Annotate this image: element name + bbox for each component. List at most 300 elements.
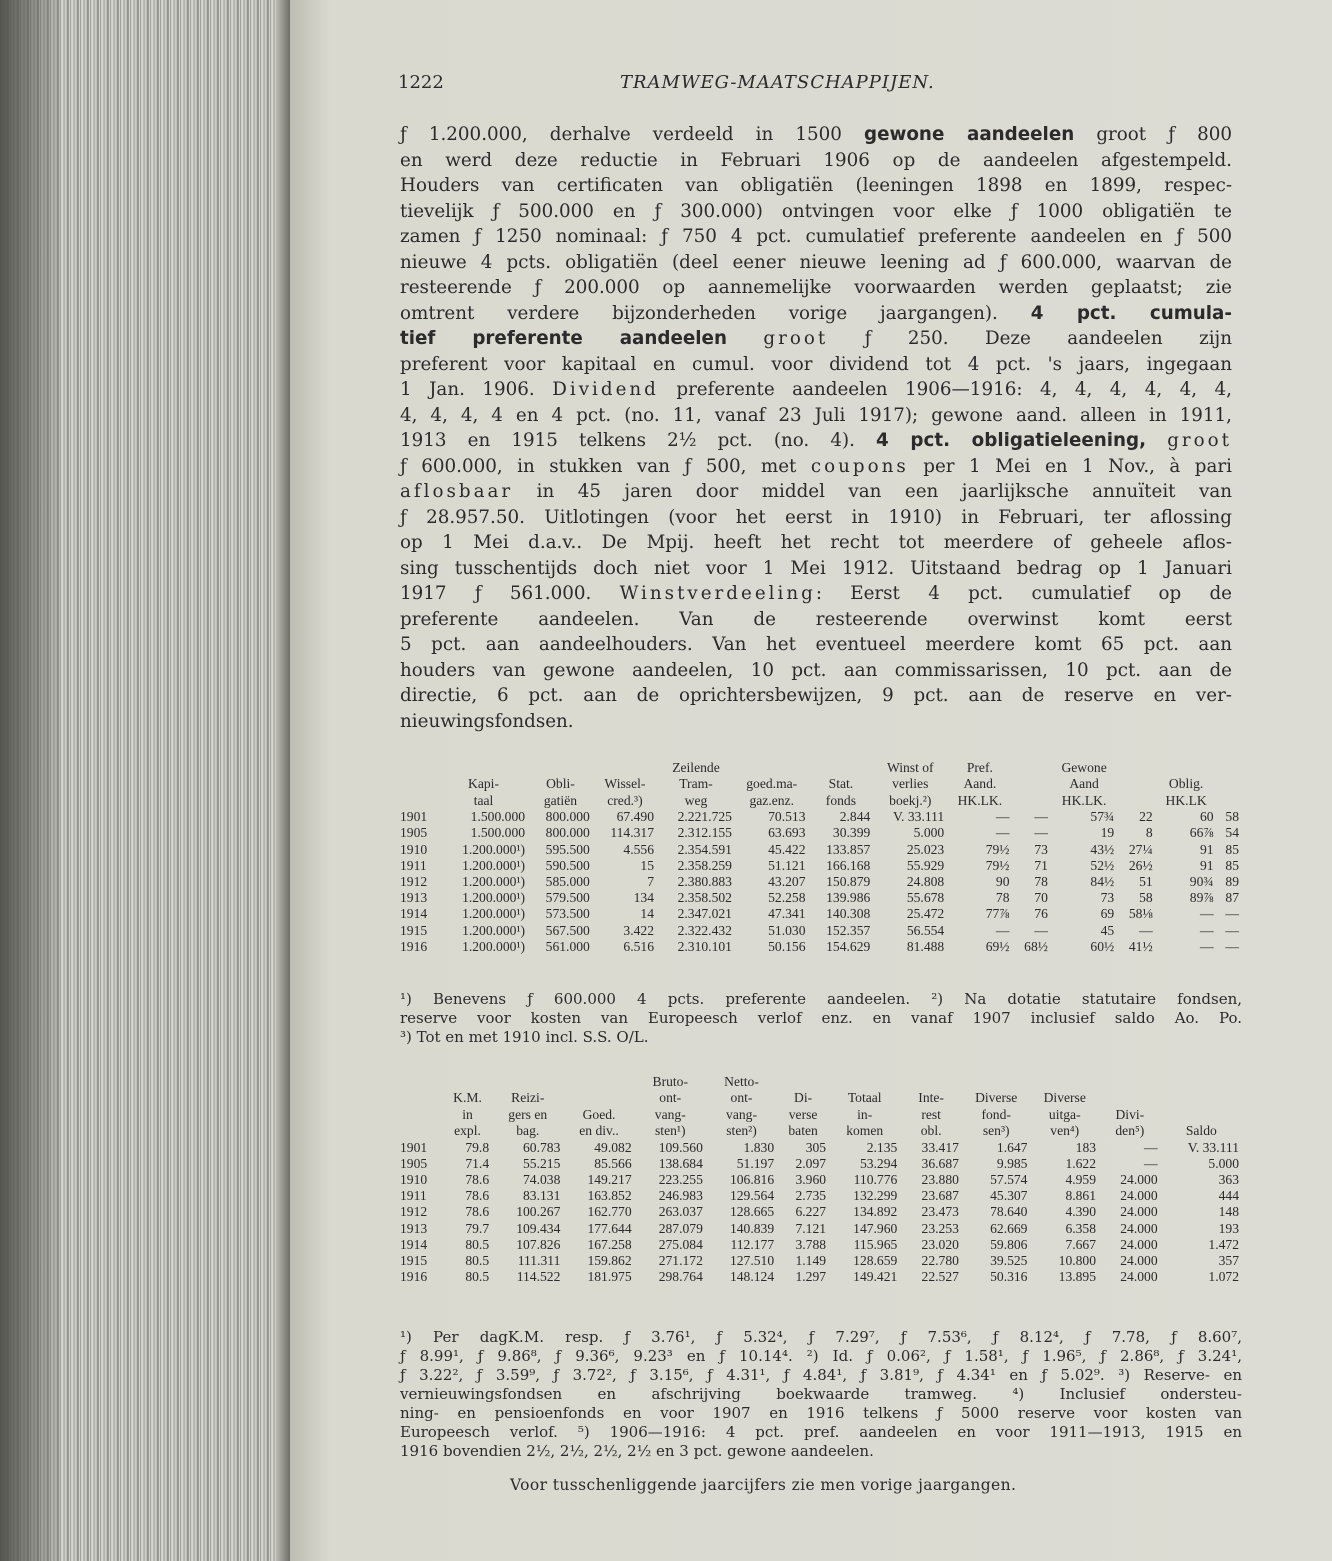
table-cell: 23.880 xyxy=(921,1172,959,1188)
year-cell: 1912 xyxy=(400,1204,428,1220)
table-cell: 6.516 xyxy=(623,938,654,954)
table-cell: 62.669 xyxy=(990,1220,1028,1236)
table-cell: 149.421 xyxy=(853,1269,898,1285)
table-cell: 89⅞ xyxy=(1189,890,1214,906)
table-cell: — xyxy=(1139,922,1153,938)
page-title: TRAMWEG-MAATSCHAPPIJEN. xyxy=(620,72,935,93)
table-cell: 128.659 xyxy=(853,1253,898,1269)
table-cell: 60.783 xyxy=(522,1139,561,1155)
table-row xyxy=(400,923,1242,939)
table-cell: 24.808 xyxy=(906,874,945,890)
balance-table xyxy=(400,760,1242,955)
page-number: 1222 xyxy=(398,72,444,93)
table-cell: 24.000 xyxy=(1120,1236,1158,1252)
table-cell: 1.200.000¹) xyxy=(462,922,526,938)
table-cell: 150.879 xyxy=(826,874,871,890)
column-header: Pref. Aand. HK.LK. xyxy=(957,760,1003,808)
table-cell: 110.776 xyxy=(853,1172,898,1188)
table-cell: 138.684 xyxy=(658,1155,703,1171)
table-cell: 139.986 xyxy=(826,890,871,906)
table-cell: 71.4 xyxy=(465,1155,490,1171)
table-row xyxy=(400,1204,1242,1220)
table-cell: — xyxy=(1199,922,1214,938)
table-cell: 63.693 xyxy=(768,825,806,841)
table-cell: 58⅛ xyxy=(1128,906,1153,922)
table-cell: 81.488 xyxy=(906,938,945,954)
table-cell: 79½ xyxy=(985,857,1010,873)
table-cell: 2.380.883 xyxy=(677,874,732,890)
table-cell: 56.554 xyxy=(906,922,945,938)
table-cell: 43.207 xyxy=(768,874,806,890)
table-cell: 45.422 xyxy=(768,841,806,857)
body-text xyxy=(400,122,1232,734)
table-cell: 52½ xyxy=(1090,857,1115,873)
table-cell: 22.780 xyxy=(921,1253,959,1269)
column-header: Netto- ont- vang- sten²) xyxy=(724,1074,759,1139)
table-cell: 2.844 xyxy=(839,809,871,825)
table-cell: 111.311 xyxy=(517,1253,561,1269)
table-cell: 106.816 xyxy=(729,1172,775,1188)
table-cell: 271.172 xyxy=(658,1253,703,1269)
table-cell: 45 xyxy=(1100,922,1115,938)
table-row xyxy=(400,842,1242,858)
text-line: omtrent verdere bijzonderheden vorige jaargangen). 4 pct. cumula- xyxy=(400,302,1232,324)
table-cell: 78.6 xyxy=(465,1204,490,1220)
table-cell: 1.500.000 xyxy=(470,809,526,825)
table-cell: 181.975 xyxy=(587,1269,632,1285)
table-cell: 90 xyxy=(995,874,1010,890)
text-line: sing tusschentijds doch niet voor 1 Mei 1912. Uitstaand bedrag op 1 Januari xyxy=(400,557,1232,579)
table-cell: — xyxy=(995,922,1010,938)
table-row xyxy=(400,1188,1242,1204)
table-cell: 67.490 xyxy=(616,809,654,825)
table-cell: 87 xyxy=(1225,890,1239,906)
table-cell: 263.037 xyxy=(658,1204,703,1220)
table-cell: 595.500 xyxy=(545,841,590,857)
table-cell: 51.197 xyxy=(736,1155,775,1171)
table-cell: 159.862 xyxy=(587,1253,632,1269)
table-cell: 1.647 xyxy=(996,1139,1028,1155)
table-cell: 2.735 xyxy=(795,1188,827,1204)
table-cell: 1.200.000¹) xyxy=(462,874,526,890)
table-cell: — xyxy=(1034,809,1048,825)
table-row xyxy=(400,1156,1242,1172)
text-line: ¹) Benevens ƒ 600.000 4 pcts. preferente aandeelen. ²) Na dotatie statutaire fondsen, xyxy=(400,990,1242,1008)
table-cell: 163.852 xyxy=(587,1188,632,1204)
year-cell: 1905 xyxy=(400,825,428,841)
table-cell: 24.000 xyxy=(1120,1172,1158,1188)
table-cell: 33.417 xyxy=(921,1139,959,1155)
table-cell: 5.000 xyxy=(1208,1155,1239,1171)
table-cell: 1.072 xyxy=(1208,1269,1239,1285)
table-cell: 444 xyxy=(1218,1188,1239,1204)
column-header: Divi- den⁵) xyxy=(1115,1106,1145,1139)
table-cell: 73 xyxy=(1100,890,1115,906)
table-cell: 24.000 xyxy=(1120,1253,1158,1269)
column-header: Diverse fond- sen³) xyxy=(975,1090,1018,1139)
column-header: Di- verse baten xyxy=(788,1090,818,1139)
table-cell: — xyxy=(1034,922,1048,938)
table-cell: — xyxy=(1034,825,1048,841)
year-cell: 1912 xyxy=(400,874,428,890)
column-header: Oblig. HK.LK xyxy=(1165,776,1207,808)
table-cell: 2.135 xyxy=(866,1139,898,1155)
table-cell: 73 xyxy=(1034,841,1048,857)
table-cell: 177.644 xyxy=(587,1220,632,1236)
book-page xyxy=(290,0,1332,1561)
table-cell: 246.983 xyxy=(658,1188,703,1204)
balance-table-footnotes xyxy=(400,990,1242,1047)
text-line: aflosbaar in 45 jaren door middel van een jaarlijksche annuïteit van xyxy=(400,481,1232,502)
table-cell: 114.522 xyxy=(516,1269,561,1285)
table-cell: 70.513 xyxy=(768,809,806,825)
column-header: Reizi- gers en bag. xyxy=(508,1090,548,1139)
table-cell: 134.892 xyxy=(853,1204,898,1220)
table-cell: 51 xyxy=(1139,874,1153,890)
table-cell: 1.472 xyxy=(1208,1236,1239,1252)
table-cell: 127.510 xyxy=(729,1253,775,1269)
column-header: Totaal in- komen xyxy=(846,1090,884,1139)
year-cell: 1916 xyxy=(400,938,428,954)
table-cell: 30.399 xyxy=(832,825,871,841)
table-row xyxy=(400,1269,1242,1285)
year-cell: 1915 xyxy=(400,1253,428,1269)
column-header: goed.ma- gaz.enz. xyxy=(746,776,798,808)
table-cell: 5.000 xyxy=(913,825,945,841)
table-cell: 585.000 xyxy=(545,874,590,890)
table-cell: 89 xyxy=(1225,874,1239,890)
table-cell: 85.566 xyxy=(594,1155,632,1171)
text-line: resteerende ƒ 200.000 op aannemelijke voorwaarden werden geplaatst; zie xyxy=(400,277,1232,298)
table-cell: 2.322.432 xyxy=(677,922,732,938)
table-cell: — xyxy=(1199,906,1214,922)
table-cell: 51.121 xyxy=(768,857,806,873)
table-cell: 2.358.502 xyxy=(677,890,732,906)
text-line: op 1 Mei d.a.v.. De Mpij. heeft het recht tot meerdere of geheele aflos- xyxy=(400,532,1232,553)
table-cell: 132.299 xyxy=(853,1188,898,1204)
column-header xyxy=(1117,760,1155,809)
table-cell: 10.800 xyxy=(1058,1253,1097,1269)
column-header: Goed. en div.. xyxy=(579,1106,619,1139)
year-cell: 1910 xyxy=(400,841,428,857)
table-cell: 800.000 xyxy=(545,809,590,825)
table-cell: 59.806 xyxy=(990,1236,1028,1252)
table-cell: 193 xyxy=(1218,1220,1239,1236)
table-cell: 573.500 xyxy=(545,906,590,922)
year-cell: 1915 xyxy=(400,922,428,938)
table-row xyxy=(400,809,1242,825)
table-cell: V. 33.111 xyxy=(892,809,945,825)
table-cell: 85 xyxy=(1225,857,1239,873)
table-cell: 1.297 xyxy=(795,1269,827,1285)
table-cell: 7 xyxy=(647,874,654,890)
text-line: 1916 bovendien 2½, 2½, 2½, 2½ en 3 pct. gewone aandeelen. xyxy=(400,1442,874,1460)
column-header: Gewone Aand HK.LK. xyxy=(1061,760,1107,808)
text-line: Houders van certificaten van obligatiën (leeningen 1898 en 1899, respec- xyxy=(400,175,1232,196)
column-header xyxy=(400,1074,443,1140)
table-cell: 78 xyxy=(1034,874,1048,890)
table-cell: 58 xyxy=(1139,890,1153,906)
text-line: reserve voor kosten van Europeesch verlof enz. en vanaf 1907 inclusief saldo Ao. Po. xyxy=(400,1009,1242,1027)
column-header: Obli- gatiën xyxy=(543,776,578,808)
table-cell: 69½ xyxy=(985,938,1010,954)
table-cell: 2.312.155 xyxy=(677,825,732,841)
table-cell: 109.434 xyxy=(516,1220,561,1236)
table-cell: 85 xyxy=(1225,841,1239,857)
table-cell: 305 xyxy=(805,1139,827,1155)
table-cell: 80.5 xyxy=(465,1253,490,1269)
table-cell: 140.308 xyxy=(826,906,871,922)
table-cell: 7.667 xyxy=(1065,1236,1097,1252)
table-cell: 109.560 xyxy=(658,1139,703,1155)
table-cell: 74.038 xyxy=(522,1172,561,1188)
text-line: 1917 ƒ 561.000. Winstverdeeling: Eerst 4 pct. cumulatief op de xyxy=(400,583,1232,604)
table-cell: 69 xyxy=(1100,906,1115,922)
year-cell: 1913 xyxy=(400,1220,428,1236)
table-cell: 149.217 xyxy=(587,1172,632,1188)
text-line: houders van gewone aandeelen, 10 pct. aan commissarissen, 10 pct. aan de xyxy=(400,659,1232,681)
table-cell: 1.200.000¹) xyxy=(462,906,526,922)
table-cell: 55.929 xyxy=(906,857,945,873)
text-line: 1913 en 1915 telkens 2½ pct. (no. 4). 4 pct. obligatieleening, groot xyxy=(400,430,1233,451)
table-cell: 22 xyxy=(1139,809,1153,825)
table-cell: 84½ xyxy=(1090,874,1115,890)
table-row xyxy=(400,1140,1242,1156)
table-cell: — xyxy=(1225,938,1239,954)
table-cell: 223.255 xyxy=(658,1172,703,1188)
year-cell: 1901 xyxy=(400,809,428,825)
table-cell: 43½ xyxy=(1090,841,1115,857)
table-cell: 800.000 xyxy=(545,825,590,841)
table-cell: 6.358 xyxy=(1065,1220,1097,1236)
table-cell: 1.200.000¹) xyxy=(462,938,526,954)
table-cell: 14 xyxy=(640,906,654,922)
table-cell: 1.200.000¹) xyxy=(462,857,526,873)
table-cell: 298.764 xyxy=(658,1269,703,1285)
table-cell: 24.000 xyxy=(1120,1188,1158,1204)
text-line: ³) Tot en met 1910 incl. S.S. O/L. xyxy=(400,1028,649,1046)
table-cell: 2.354.591 xyxy=(677,841,732,857)
table-cell: V. 33.111 xyxy=(1187,1139,1239,1155)
table-cell: 140.839 xyxy=(729,1220,775,1236)
table-cell: 275.084 xyxy=(658,1236,703,1252)
table-cell: 60½ xyxy=(1090,938,1115,954)
table-cell: 41½ xyxy=(1128,938,1153,954)
table-cell: 7.121 xyxy=(795,1220,827,1236)
table-cell: 2.358.259 xyxy=(677,857,732,873)
table-header-row xyxy=(400,1074,1242,1140)
table-cell: 147.960 xyxy=(853,1220,898,1236)
text-line: ƒ 8.99¹, ƒ 9.86⁸, ƒ 9.36⁶, 9.23³ en ƒ 10.14⁴. ²) Id. ƒ 0.06², ƒ 1.58¹, ƒ 1.96⁵, ƒ 2.86⁸, ƒ 3.24¹, xyxy=(400,1347,1242,1365)
text-line: nieuwe 4 pcts. obligatiën (deel eener nieuwe leening ad ƒ 600.000, waarvan de xyxy=(400,251,1232,273)
table-cell: 24.000 xyxy=(1120,1220,1158,1236)
table-cell: 107.826 xyxy=(516,1236,561,1252)
table-cell: 590.500 xyxy=(545,857,590,873)
text-line: ƒ 600.000, in stukken van ƒ 500, met coupons per 1 Mei en 1 Nov., à pari xyxy=(400,455,1232,477)
table-row xyxy=(400,1221,1242,1237)
table-cell: 91 xyxy=(1199,841,1214,857)
column-header: Winst of verlies boekj.²) xyxy=(886,760,934,808)
footer-note: Voor tusschenliggende jaarcijfers zie men vorige jaargangen. xyxy=(510,1476,1017,1494)
table-cell: 45.307 xyxy=(990,1188,1028,1204)
table-cell: 287.079 xyxy=(658,1220,703,1236)
column-header: Diverse uitga- ven⁴) xyxy=(1043,1090,1086,1139)
year-cell: 1910 xyxy=(400,1172,428,1188)
table-cell: 80.5 xyxy=(465,1236,490,1252)
text-line: 4, 4, 4, 4 en 4 pct. (no. 11, vanaf 23 Juli 1917); gewone aand. alleen in 1911, xyxy=(400,404,1232,426)
table-cell: 154.629 xyxy=(826,938,871,954)
column-header: Saldo xyxy=(1185,1123,1217,1139)
table-cell: 2.310.101 xyxy=(677,938,732,954)
year-cell: 1914 xyxy=(400,906,428,922)
table-cell: 15 xyxy=(640,857,654,873)
table-cell: 24.000 xyxy=(1120,1204,1158,1220)
column-header: Stat. fonds xyxy=(825,776,857,808)
table-cell: 71 xyxy=(1034,857,1048,873)
table-cell: 4.959 xyxy=(1065,1172,1097,1188)
table-cell: — xyxy=(1144,1155,1158,1171)
table-cell: 76 xyxy=(1034,906,1048,922)
text-line: Europeesch verlof. ⁵) 1906—1916: 4 pct. pref. aandeelen en voor 1911—1913, 1915 en xyxy=(400,1423,1242,1441)
table-cell: 78.640 xyxy=(990,1204,1028,1220)
table-cell: 58 xyxy=(1225,809,1239,825)
table-cell: 78.6 xyxy=(465,1188,490,1204)
table-cell: 148.124 xyxy=(729,1269,775,1285)
table-cell: 25.023 xyxy=(906,841,945,857)
text-line: 5 pct. aan aandeelhouders. Van het eventueel meerdere komt 65 pct. aan xyxy=(400,634,1232,655)
table-cell: — xyxy=(1225,922,1239,938)
text-line: 1 Jan. 1906. Dividend preferente aandeelen 1906—1916: 4, 4, 4, 4, 4, 4, xyxy=(400,379,1232,400)
table-cell: 23.253 xyxy=(921,1220,959,1236)
table-cell: 183 xyxy=(1075,1139,1097,1155)
table-row xyxy=(400,1172,1242,1188)
table-cell: 4.390 xyxy=(1065,1204,1097,1220)
column-header xyxy=(1217,760,1242,809)
column-header: Wissel- cred.³) xyxy=(604,776,646,808)
table-cell: 357 xyxy=(1218,1253,1239,1269)
column-header: Bruto- ont- vang- sten¹) xyxy=(652,1074,688,1139)
table-cell: 128.665 xyxy=(729,1204,775,1220)
table-cell: 567.500 xyxy=(545,922,590,938)
table-cell: 133.857 xyxy=(826,841,871,857)
table-cell: 77⅞ xyxy=(985,906,1010,922)
table-cell: 162.770 xyxy=(587,1204,632,1220)
text-line: tievelijk ƒ 500.000 en ƒ 300.000) ontvingen voor elke ƒ 1000 obligatiën te xyxy=(400,200,1232,222)
table-cell: 55.215 xyxy=(522,1155,561,1171)
table-cell: 79.8 xyxy=(465,1139,490,1155)
table-row xyxy=(400,906,1242,922)
text-line: ¹) Per dagK.M. resp. ƒ 3.76¹, ƒ 5.32⁴, ƒ 7.29⁷, ƒ 7.53⁶, ƒ 8.12⁴, ƒ 7.78, ƒ 8.60⁷, xyxy=(400,1328,1242,1346)
table-cell: 579.500 xyxy=(545,890,590,906)
table-cell: 80.5 xyxy=(465,1269,490,1285)
table-cell: 36.687 xyxy=(921,1155,959,1171)
table-cell: 1.149 xyxy=(795,1253,827,1269)
book-page-edges xyxy=(0,0,290,1561)
table-cell: 13.895 xyxy=(1058,1269,1097,1285)
table-cell: 129.564 xyxy=(729,1188,775,1204)
income-table-footnotes xyxy=(400,1328,1242,1461)
table-cell: 3.788 xyxy=(795,1236,827,1252)
table-row xyxy=(400,825,1242,841)
table-cell: 39.525 xyxy=(990,1253,1028,1269)
table-cell: 4.556 xyxy=(623,841,654,857)
table-cell: 2.097 xyxy=(795,1155,827,1171)
table-cell: 51.030 xyxy=(768,922,806,938)
table-cell: 100.267 xyxy=(516,1204,561,1220)
table-cell: 152.357 xyxy=(826,922,871,938)
column-header xyxy=(1013,760,1051,809)
table-cell: 2.347.021 xyxy=(677,906,732,922)
column-header: K.M. in expl. xyxy=(453,1090,482,1139)
year-cell: 1911 xyxy=(400,857,427,873)
table-cell: 49.082 xyxy=(594,1139,632,1155)
text-line: preferente aandeelen. Van de resteerende overwinst komt eerst xyxy=(400,608,1232,630)
table-cell: 55.678 xyxy=(906,890,945,906)
table-cell: 68½ xyxy=(1024,938,1048,954)
table-cell: — xyxy=(995,825,1010,841)
table-cell: 57¾ xyxy=(1090,809,1115,825)
year-cell: 1901 xyxy=(400,1139,428,1155)
column-header xyxy=(400,760,439,809)
column-header: Kapi- taal xyxy=(468,776,499,808)
table-cell: 54 xyxy=(1225,825,1239,841)
table-cell: 1.200.000¹) xyxy=(462,890,526,906)
table-cell: — xyxy=(995,809,1010,825)
table-cell: 78.6 xyxy=(465,1172,490,1188)
table-cell: 8.861 xyxy=(1065,1188,1097,1204)
text-line: zamen ƒ 1250 nominaal: ƒ 750 4 pct. cumulatief preferente aandeelen en ƒ 500 xyxy=(400,226,1232,247)
table-cell: 148 xyxy=(1218,1204,1239,1220)
table-cell: 19 xyxy=(1100,825,1115,841)
table-cell: 25.472 xyxy=(906,906,945,922)
year-cell: 1913 xyxy=(400,890,428,906)
table-cell: 52.258 xyxy=(768,890,806,906)
table-cell: 83.131 xyxy=(522,1188,561,1204)
year-cell: 1916 xyxy=(400,1269,428,1285)
year-cell: 1914 xyxy=(400,1236,428,1252)
table-cell: 1.622 xyxy=(1065,1155,1097,1171)
table-cell: 112.177 xyxy=(730,1236,775,1252)
year-cell: 1905 xyxy=(400,1155,428,1171)
table-cell: 3.422 xyxy=(623,922,654,938)
table-cell: 1.500.000 xyxy=(470,825,526,841)
table-cell: 114.317 xyxy=(610,825,654,841)
table-cell: 561.000 xyxy=(545,938,590,954)
text-line: directie, 6 pct. aan de oprichtersbewijzen, 9 pct. aan de reserve en ver- xyxy=(400,685,1232,706)
table-cell: 167.258 xyxy=(587,1236,632,1252)
table-cell: 26½ xyxy=(1128,857,1153,873)
text-line: ƒ 28.957.50. Uitlotingen (voor het eerst in 1910) in Februari, ter aflossing xyxy=(400,506,1232,528)
page-header xyxy=(398,72,935,93)
table-cell: — xyxy=(1199,938,1214,954)
table-cell: 166.168 xyxy=(826,857,871,873)
table-cell: 78 xyxy=(995,890,1010,906)
text-line: ning- en pensioenfonds en voor 1907 en 1916 telkens ƒ 5000 reserve voor kosten van xyxy=(400,1404,1242,1422)
year-cell: 1911 xyxy=(400,1188,427,1204)
text-line: vernieuwingsfondsen en afschrijving boekwaarde tramweg. ⁴) Inclusief ondersteu- xyxy=(400,1385,1242,1403)
table-cell: 79.7 xyxy=(465,1220,490,1236)
income-table xyxy=(400,1074,1242,1285)
table-cell: 23.473 xyxy=(921,1204,959,1220)
column-header: Inte- rest obl. xyxy=(918,1090,944,1139)
table-cell: 22.527 xyxy=(921,1269,959,1285)
table-cell: — xyxy=(1144,1139,1158,1155)
table-cell: 57.574 xyxy=(990,1172,1028,1188)
table-row xyxy=(400,874,1242,890)
table-cell: 2.221.725 xyxy=(677,809,732,825)
text-line: preferent voor kapitaal en cumul. voor dividend tot 4 pct. 's jaars, ingegaan xyxy=(400,353,1232,375)
table-cell: 1.830 xyxy=(743,1139,775,1155)
